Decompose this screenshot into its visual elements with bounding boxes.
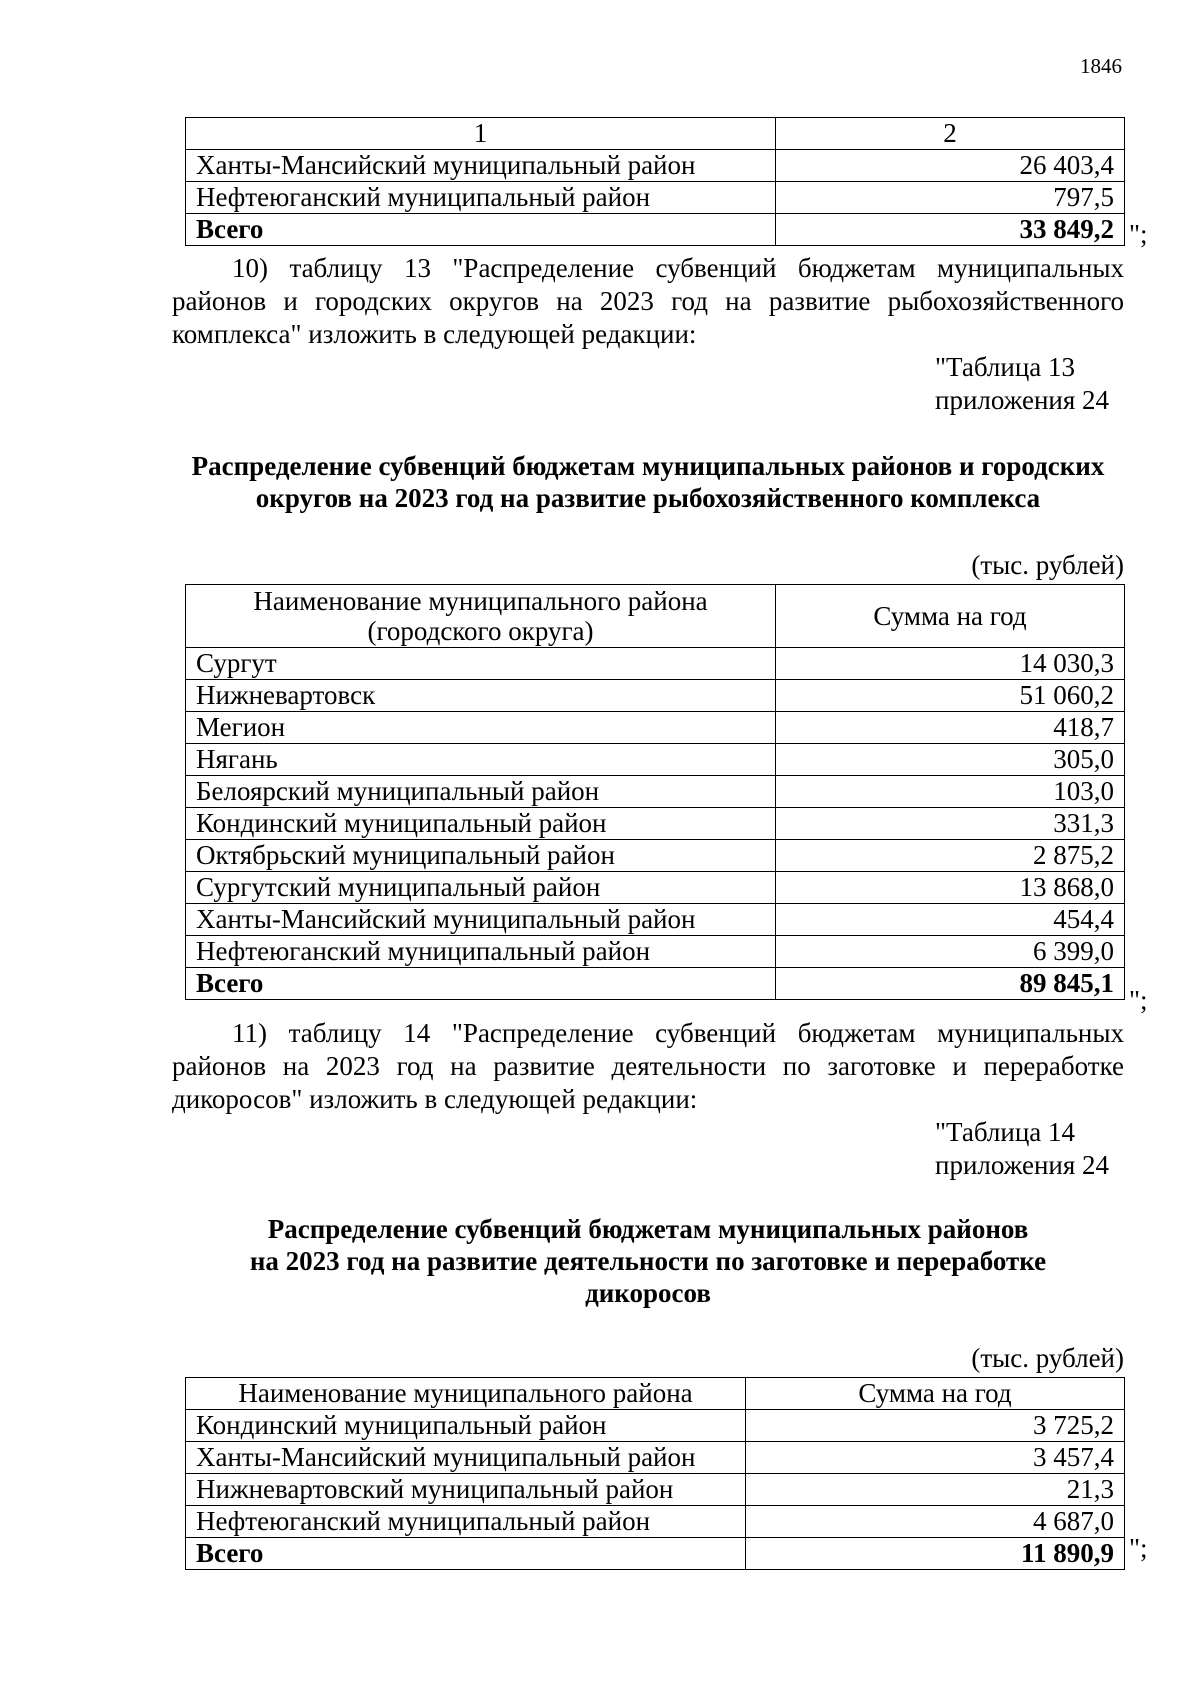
- total-label: Всего: [186, 1538, 746, 1570]
- previous-table: [185, 117, 1125, 246]
- row-value: 21,3: [746, 1474, 1125, 1506]
- row-name: Октябрьский муниципальный район: [186, 840, 776, 872]
- table-row: [186, 776, 1125, 808]
- caption-line: приложения 24: [935, 385, 1110, 415]
- table-row: [186, 1442, 1125, 1474]
- header-name: [186, 585, 776, 648]
- caption-line: "Таблица 14: [935, 1117, 1075, 1147]
- item-11-paragraph: [172, 1017, 1124, 1116]
- caption-line: "Таблица 13: [935, 352, 1075, 382]
- row-name: Нефтеюганский муниципальный район: [186, 936, 776, 968]
- row-name: Ханты-Мансийский муниципальный район: [186, 150, 776, 182]
- title-line: Распределение субвенций бюджетам муниципальных районов и городских: [191, 451, 1105, 481]
- row-value: 4 687,0: [746, 1506, 1125, 1538]
- total-label: Всего: [186, 968, 776, 1000]
- row-name: Кондинский муниципальный район: [186, 808, 776, 840]
- row-value: 331,3: [776, 808, 1125, 840]
- paragraph-line: 11) таблицу 14 "Распределение субвенций бюджетам муниципальных: [232, 1018, 1124, 1048]
- row-name: Белоярский муниципальный район: [186, 776, 776, 808]
- table-row: [186, 712, 1125, 744]
- table-14: [185, 1377, 1125, 1570]
- row-value: 797,5: [776, 182, 1125, 214]
- row-name: Нижневартовск: [186, 680, 776, 712]
- total-value: 11 890,9: [746, 1538, 1125, 1570]
- table-13-title: [172, 450, 1124, 514]
- row-name: Кондинский муниципальный район: [186, 1410, 746, 1442]
- table-14-caption: [935, 1116, 1109, 1182]
- row-name: Сургутский муниципальный район: [186, 872, 776, 904]
- row-name: Ханты-Мансийский муниципальный район: [186, 1442, 746, 1474]
- title-line: на 2023 год на развитие деятельности по заготовке и переработке: [249, 1246, 1047, 1276]
- table-row: [186, 808, 1125, 840]
- row-name: Нефтеюганский муниципальный район: [186, 1506, 746, 1538]
- caption-line: приложения 24: [935, 1150, 1110, 1180]
- paragraph-line: районов и городских округов на 2023 год на развитие рыбохозяйственного: [172, 286, 1124, 316]
- total-value: 33 849,2: [776, 214, 1125, 246]
- quote-close: ";: [1129, 1533, 1148, 1563]
- title-line: дикоросов: [585, 1278, 711, 1308]
- row-value: 13 868,0: [776, 872, 1125, 904]
- header-sum: Сумма на год: [776, 585, 1125, 648]
- paragraph-line: районов на 2023 год на развитие деятельности по заготовке и переработке: [172, 1051, 1124, 1081]
- table-14-title: [172, 1213, 1124, 1309]
- table-13-units: (тыс. рублей): [971, 550, 1124, 580]
- table-header-row: [186, 118, 1125, 150]
- row-value: 2 875,2: [776, 840, 1125, 872]
- header-name-line: (городского округа): [367, 616, 594, 646]
- row-name: Нягань: [186, 744, 776, 776]
- table-row: [186, 150, 1125, 182]
- total-label: Всего: [186, 214, 776, 246]
- table-row: [186, 648, 1125, 680]
- header-sum: Сумма на год: [746, 1378, 1125, 1410]
- table-row: [186, 1410, 1125, 1442]
- column-number-1: 1: [186, 118, 776, 150]
- table-header-row: [186, 1378, 1125, 1410]
- row-value: 51 060,2: [776, 680, 1125, 712]
- table-row: [186, 1506, 1125, 1538]
- row-value: 103,0: [776, 776, 1125, 808]
- paragraph-line: комплекса" изложить в следующей редакции:: [172, 319, 697, 349]
- row-value: 6 399,0: [776, 936, 1125, 968]
- row-value: 3 457,4: [746, 1442, 1125, 1474]
- title-line: округов на 2023 год на развитие рыбохозяйственного комплекса: [255, 483, 1041, 513]
- row-value: 418,7: [776, 712, 1125, 744]
- quote-close: ";: [1129, 985, 1148, 1015]
- total-row: [186, 214, 1125, 246]
- table-row: [186, 1474, 1125, 1506]
- header-name: Наименование муниципального района: [186, 1378, 746, 1410]
- table-13-caption: [935, 351, 1109, 417]
- table-row: [186, 680, 1125, 712]
- paragraph-line: 10) таблицу 13 "Распределение субвенций бюджетам муниципальных: [232, 253, 1124, 283]
- table-14-units: (тыс. рублей): [971, 1343, 1124, 1373]
- row-value: 14 030,3: [776, 648, 1125, 680]
- table-row: [186, 744, 1125, 776]
- column-number-2: 2: [776, 118, 1125, 150]
- quote-close: ";: [1129, 219, 1148, 249]
- row-name: Мегион: [186, 712, 776, 744]
- table-row: [186, 840, 1125, 872]
- table-header-row: [186, 585, 1125, 648]
- table-13: [185, 584, 1125, 1000]
- paragraph-line: дикоросов" изложить в следующей редакции:: [172, 1084, 698, 1114]
- total-value: 89 845,1: [776, 968, 1125, 1000]
- table-row: [186, 182, 1125, 214]
- table-row: [186, 904, 1125, 936]
- row-name: Нефтеюганский муниципальный район: [186, 182, 776, 214]
- row-name: Ханты-Мансийский муниципальный район: [186, 904, 776, 936]
- total-row: [186, 968, 1125, 1000]
- row-name: Сургут: [186, 648, 776, 680]
- total-row: [186, 1538, 1125, 1570]
- row-name: Нижневартовский муниципальный район: [186, 1474, 746, 1506]
- row-value: 454,4: [776, 904, 1125, 936]
- table-row: [186, 872, 1125, 904]
- page-number: 1846: [1080, 54, 1122, 78]
- row-value: 3 725,2: [746, 1410, 1125, 1442]
- row-value: 305,0: [776, 744, 1125, 776]
- item-10-paragraph: [172, 252, 1124, 351]
- title-line: Распределение субвенций бюджетам муниципальных районов: [267, 1214, 1029, 1244]
- table-row: [186, 936, 1125, 968]
- header-name-line: Наименование муниципального района: [253, 586, 708, 616]
- row-value: 26 403,4: [776, 150, 1125, 182]
